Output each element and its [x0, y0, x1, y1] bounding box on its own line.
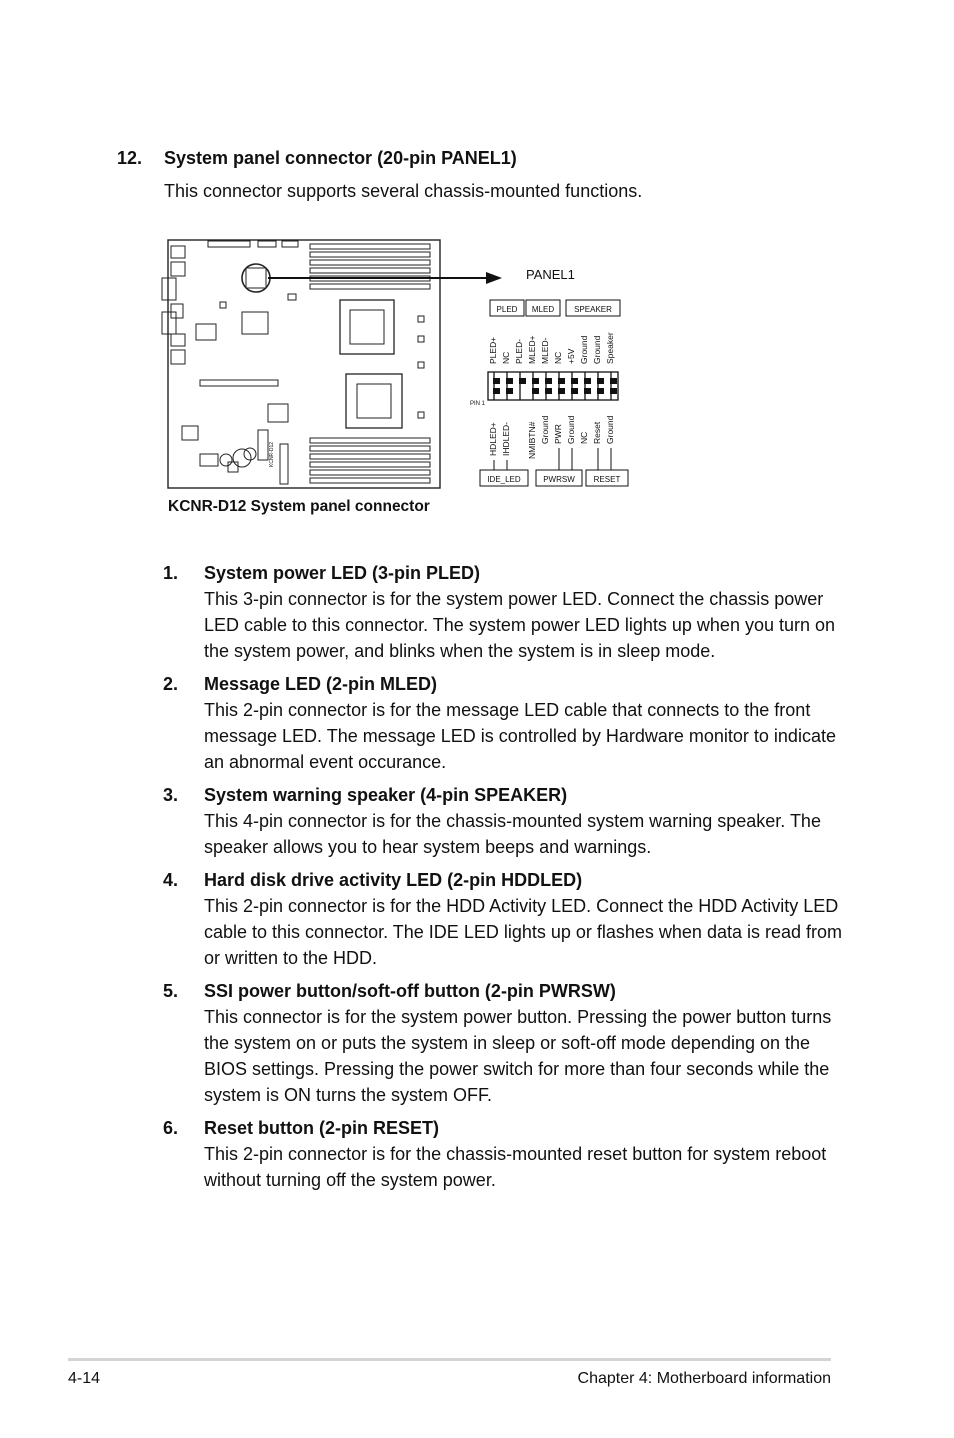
section-title: System panel connector (20-pin PANEL1) [164, 148, 517, 168]
bottom-pin-label: HDLED+ [488, 422, 498, 456]
item-text: This 2-pin connector is for the HDD Activity LED. Connect the HDD Activity LED cable to this connector. The IDE LED lights up or flashes when data is read from or written to the HDD. [204, 896, 843, 968]
item-text: This 3-pin connector is for the system power LED. Connect the chassis power LED cable to this connector. The system power LED lights up when you turn on the system power, and blinks when the system is in sleep mode. [204, 589, 836, 661]
item-number: 6. [163, 1118, 179, 1138]
item-text: This 4-pin connector is for the chassis-mounted system warning speaker. The speaker allows you to hear system beeps and warnings. [204, 811, 821, 857]
group-label-pwrsw: PWRSW [543, 475, 575, 484]
top-pin-label: Ground [579, 335, 589, 364]
section-number: 12. [117, 148, 143, 168]
item-text: This 2-pin connector is for the chassis-mounted reset button for system reboot without turning off the system power. [204, 1144, 827, 1190]
item-number: 3. [163, 785, 179, 805]
bottom-pin-label: NMIBTN# [527, 421, 537, 459]
footer-divider [68, 1358, 831, 1361]
pin-header [488, 372, 618, 400]
item-number: 2. [163, 674, 179, 694]
list-item [163, 782, 843, 860]
group-label-mled: MLED [531, 305, 555, 314]
figure-caption: KCNR-D12 System panel connector [168, 498, 430, 515]
top-pin-label: +5V [566, 348, 576, 364]
item-title: Hard disk drive activity LED (2-pin HDDLED) [204, 870, 583, 890]
bottom-pin-label: Ground [566, 415, 576, 444]
panel-connector-figure [160, 232, 660, 522]
chapter-title: Chapter 4: Motherboard information [577, 1370, 831, 1387]
top-pin-label: PLED- [514, 338, 524, 364]
group-label-reset: RESET [593, 475, 621, 484]
group-label-pled: PLED [496, 305, 518, 314]
top-pin-label: Ground [592, 335, 602, 364]
top-pin-label: Speaker [605, 332, 615, 364]
item-number: 1. [163, 563, 179, 583]
top-pin-label: MLED- [540, 337, 550, 364]
list-item [163, 867, 843, 971]
bottom-pin-label: NC [579, 431, 589, 444]
bottom-pin-label: PWR [553, 424, 563, 444]
item-title: System power LED (3-pin PLED) [204, 563, 481, 583]
item-title: Message LED (2-pin MLED) [204, 674, 438, 694]
board-silkscreen: KCNR-D12 [269, 441, 275, 467]
pointer-arrow-head [486, 272, 502, 284]
group-label-ide-led: IDE_LED [487, 475, 521, 484]
list-item [163, 671, 843, 775]
top-pin-label: PLED+ [488, 336, 498, 364]
item-title: Reset button (2-pin RESET) [204, 1118, 439, 1138]
item-number: 5. [163, 981, 179, 1001]
top-pin-label: MLED+ [527, 335, 537, 364]
bottom-pin-label: IHDLED- [501, 421, 511, 456]
item-title: System warning speaker (4-pin SPEAKER) [204, 785, 568, 805]
section-description: This connector supports several chassis-mounted functions. [164, 181, 643, 201]
item-number: 4. [163, 870, 179, 890]
page-number: 4-14 [68, 1370, 101, 1387]
top-pin-label: NC [501, 351, 511, 364]
bottom-pin-label: Ground [605, 415, 615, 444]
item-list [163, 560, 843, 1200]
item-text: This 2-pin connector is for the message LED cable that connects to the front message LED. The message LED is controlled by Hardware monitor to indicate an abnormal event occurance. [204, 700, 836, 772]
group-label-speaker: SPEAKER [574, 305, 612, 314]
item-text: This connector is for the system power button. Pressing the power button turns the system on or puts the system in sleep or soft-off mode depending on the BIOS settings. Pressing the power switch for more than four seconds while the system is ON turns the system OFF. [204, 1007, 832, 1105]
bottom-pin-label: Ground [540, 415, 550, 444]
list-item [163, 1115, 843, 1193]
pin1-label: PIN 1 [470, 401, 486, 407]
list-item [163, 978, 843, 1108]
panel-label: PANEL1 [526, 267, 575, 282]
bottom-pin-label: Reset [592, 421, 602, 444]
list-item [163, 560, 843, 664]
top-pin-label: NC [553, 351, 563, 364]
item-title: SSI power button/soft-off button (2-pin PWRSW) [204, 981, 616, 1001]
